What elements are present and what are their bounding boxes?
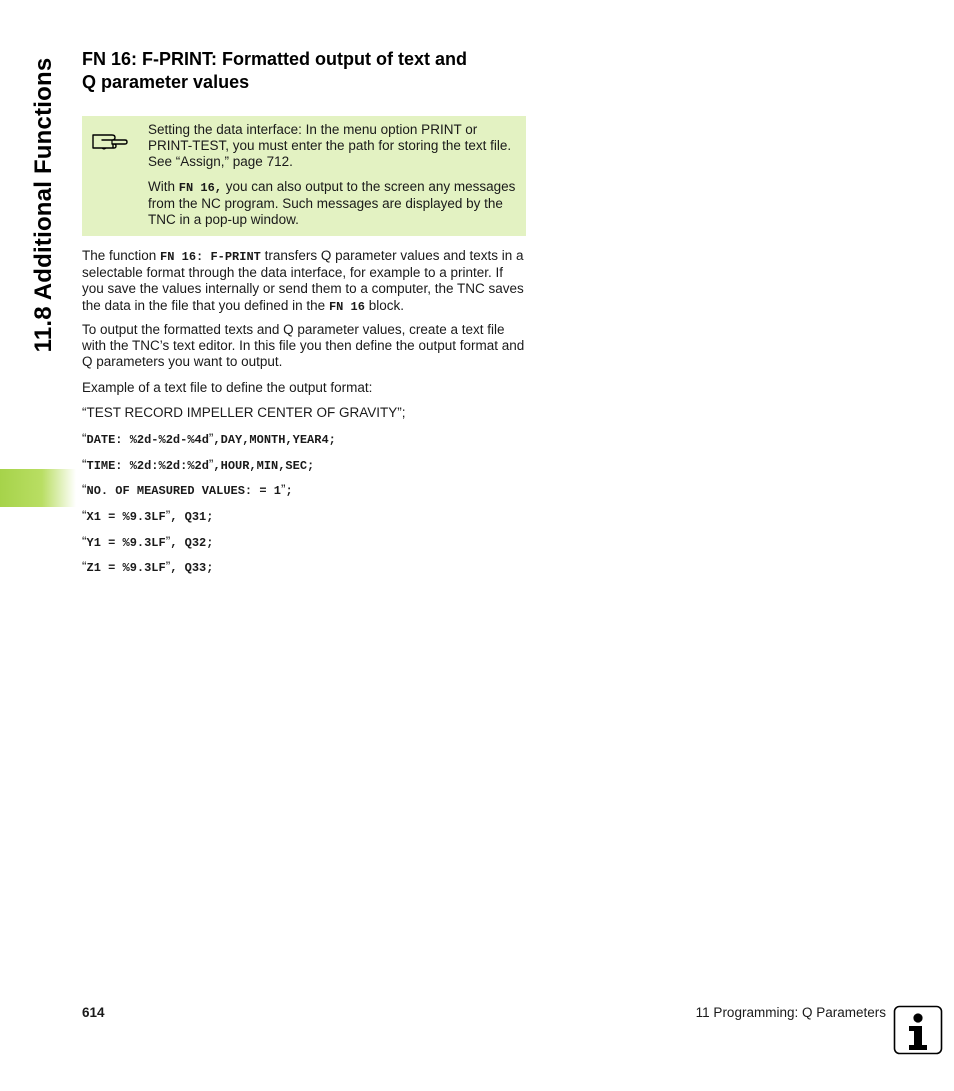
inline-code: FN 16 [328,299,365,314]
note-box [82,116,526,236]
code-text: , Q31; [170,510,214,524]
code-text: X1 = %9.3LF [86,510,166,524]
code-text: Y1 = %9.3LF [86,536,166,550]
code-text: Z1 = %9.3LF [86,561,166,575]
section-title-text: 11.8 Additional Functions [30,57,57,353]
body-paragraph-1 [82,248,528,315]
example-line-y1: “Y1 = %9.3LF”, Q32; [82,534,214,550]
chapter-title: 11 Programming: Q Parameters [695,1005,886,1020]
code-text: , Q32; [170,536,214,550]
example-line-count: “NO. OF MEASURED VALUES: = 1”; [82,482,293,498]
example-line-z1: “Z1 = %9.3LF”, Q33; [82,559,214,575]
example-line-date: “DATE: %2d-%2d-%4d”,DAY,MONTH,YEAR4; [82,431,336,447]
note-text: With [148,179,179,194]
pointing-hand-icon [92,126,128,152]
body-text: transfers Q parameter values and texts in a selectable format through the data interface, for example to a printer. If you save the values internally or send them to a computer, the TNC saves the data in the file that you defined in the [82,248,524,313]
code-text: ,HOUR,MIN,SEC; [213,459,315,473]
body-text: The function [82,248,161,263]
body-paragraph-3: Example of a text file to define the output format: [82,380,373,395]
info-icon [893,1005,943,1055]
example-line-x1: “X1 = %9.3LF”, Q31; [82,508,214,524]
sidebar-section-title [27,50,61,360]
code-text: NO. OF MEASURED VALUES: = 1 [86,484,281,498]
note-paragraph-1: Setting the data interface: In the menu option PRINT or PRINT-TEST, you must enter the path for storing the text file. See “Assign,” page 712. [148,122,512,170]
body-paragraph-2: To output the formatted texts and Q parameter values, create a text file with the TNC’s text editor. In this file you then define the output format and Q parameters you want to output. [82,322,525,370]
note-paragraph-2 [148,179,518,229]
code-text: , Q33; [170,561,214,575]
section-heading [82,48,542,94]
code-text: ; [285,484,293,498]
sidebar-chapter-tab [0,469,76,507]
code-text: DATE: %2d-%2d-%4d [86,433,209,447]
note-code: FN 16, [178,181,222,195]
body-text: block. [364,297,404,313]
heading-line-1: FN 16: F-PRINT: Formatted output of text and [82,49,467,69]
code-text: ,DAY,MONTH,YEAR4; [213,433,336,447]
code-text: TIME: %2d:%2d:%2d [86,459,209,473]
page-number: 614 [82,1005,105,1020]
example-line-title: “TEST RECORD IMPELLER CENTER OF GRAVITY”; [82,405,406,420]
note-text: you can also output to the screen any messages from the NC program. Such messages are displayed by the TNC in a pop-up window. [148,179,516,228]
inline-code: FN 16: F-PRINT [160,250,261,264]
example-line-time: “TIME: %2d:%2d:%2d”,HOUR,MIN,SEC; [82,457,315,473]
heading-line-2: Q parameter values [82,72,250,92]
